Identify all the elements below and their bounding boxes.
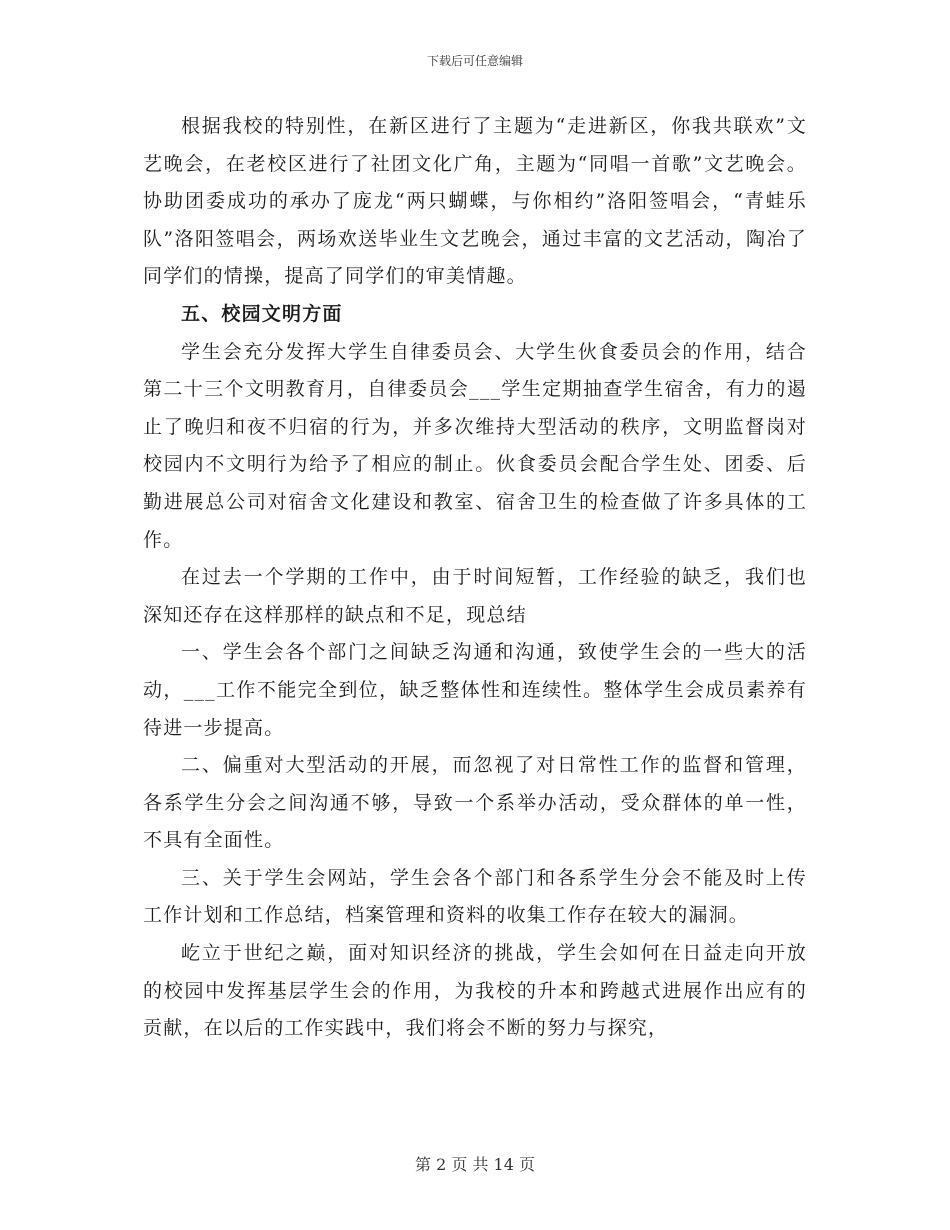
- paragraph-shortcoming-3: 三、关于学生会网站，学生会各个部门和各系学生分会不能及时上传工作计划和工作总结，档案管理和资料的收集工作存在较大的漏洞。: [143, 866, 807, 927]
- document-body: [143, 108, 807, 1048]
- paragraph-arts-activities: 根据我校的特别性，在新区进行了主题为“走进新区，你我共联欢”文艺晚会，在老校区进行了社团文化广角，主题为“同唱一首歌”文艺晚会。协助团委成功的承办了庞龙“两只蝴蝶，与你相约”洛阳签唱会，“青蛙乐队”洛阳签唱会，两场欢送毕业生文艺晚会，通过丰富的文艺活动，陶冶了同学们的情操，提高了同学们的审美情趣。: [143, 115, 807, 288]
- paragraph-summary-intro: 在过去一个学期的工作中，由于时间短暂，工作经验的缺乏，我们也深知还存在这样那样的缺点和不足，现总结: [143, 566, 807, 626]
- paragraph-shortcoming-2: 二、偏重对大型活动的开展，而忽视了对日常性工作的监督和管理，各系学生分会之间沟通不够，导致一个系举办活动，受众群体的单一性，不具有全面性。: [143, 754, 807, 852]
- page-header: 下载后可任意编辑: [426, 54, 523, 68]
- paragraph-shortcoming-1: 一、学生会各个部门之间缺乏沟通和沟通，致使学生会的一些大的活动，___工作不能完全到位，缺乏整体性和连续性。整体学生会成员素养有待进一步提高。: [143, 641, 807, 739]
- paragraph-student-union-committees: 学生会充分发挥大学生自律委员会、大学生伙食委员会的作用，结合第二十三个文明教育月，自律委员会___学生定期抽查学生宿舍，有力的遏止了晚归和夜不归宿的行为，并多次维持大型活动的秩序，文明监督岗对校园内不文明行为给予了相应的制止。伙食委员会配合学生处、团委、后勤进展总公司对宿舍文化建设和教室、宿舍卫生的检查做了许多具体的工作。: [143, 340, 807, 551]
- section-heading-campus-civility: 五、校园文明方面: [181, 302, 343, 325]
- paragraph-outlook: 屹立于世纪之巅，面对知识经济的挑战，学生会如何在日益走向开放的校园中发挥基层学生会的作用，为我校的升本和跨越式进展作出应有的贡献，在以后的工作实践中，我们将会不断的努力与探究，: [143, 942, 807, 1040]
- page-footer: 第 2 页 共 14 页: [415, 1155, 535, 1174]
